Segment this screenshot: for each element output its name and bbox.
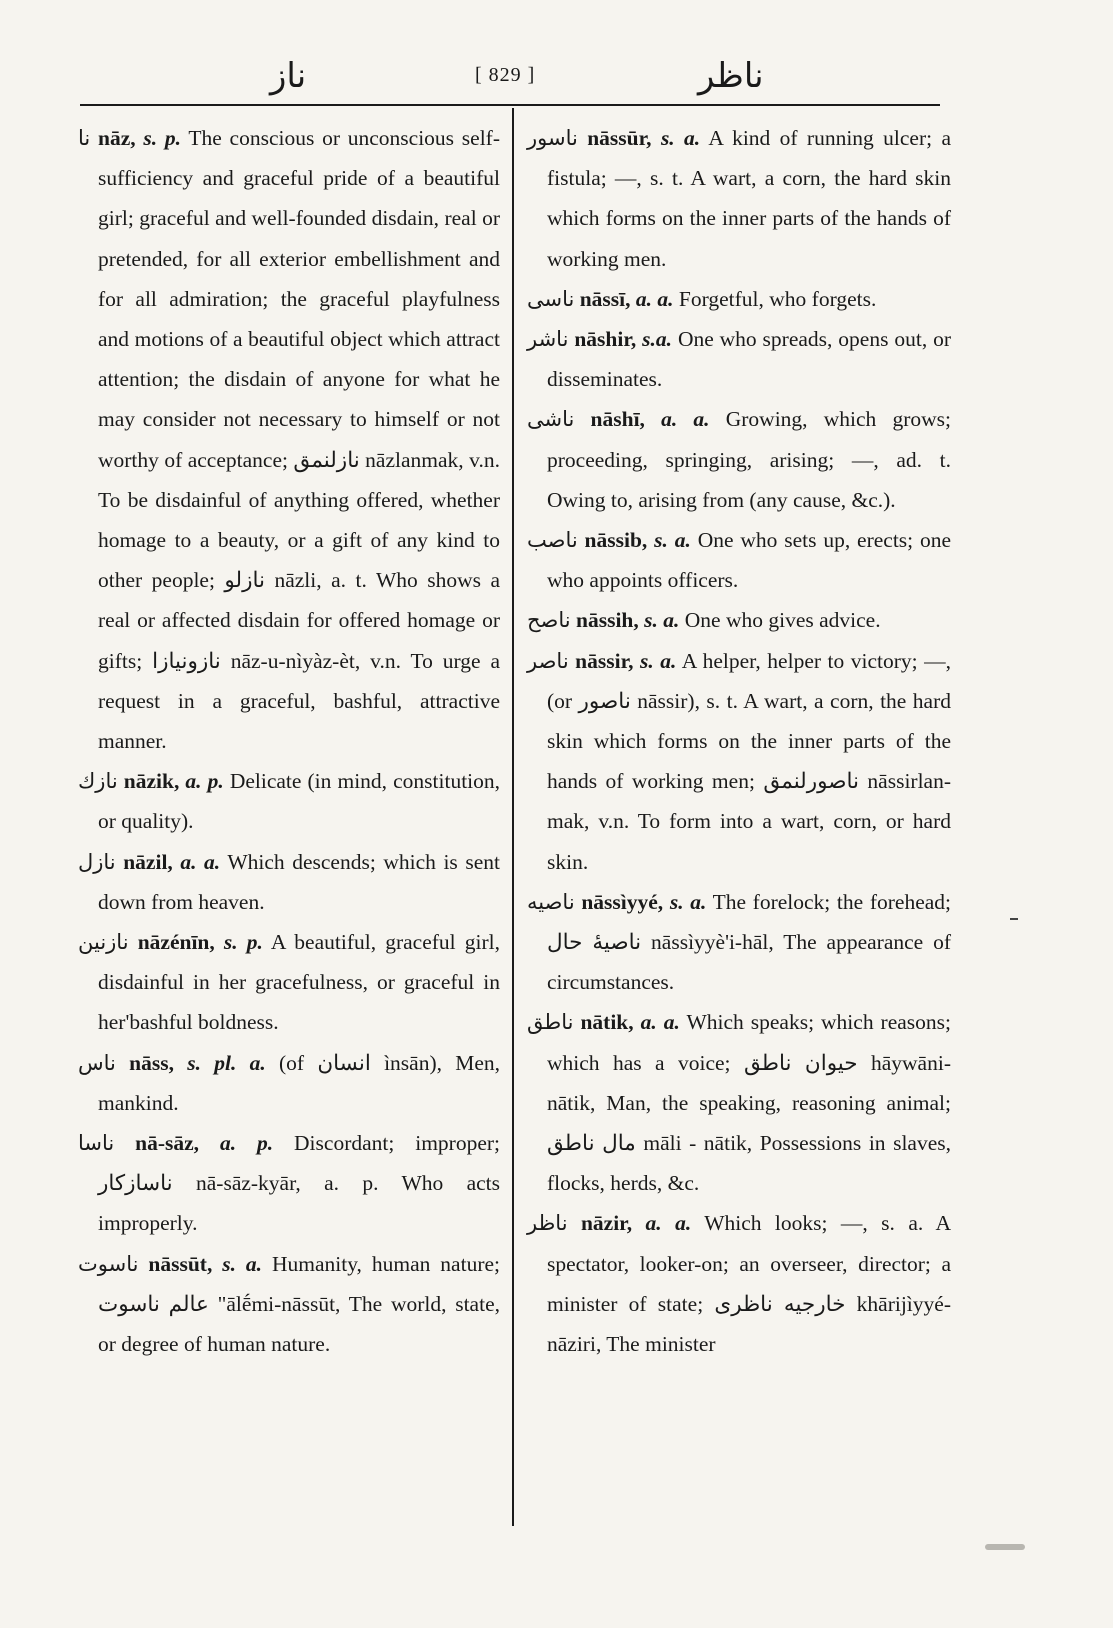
entry-text: One who gives advice.: [684, 608, 881, 633]
entry-grammar: s.a.: [642, 327, 673, 352]
entry-grammar: s. a.: [640, 648, 677, 673]
margin-mark: [1010, 918, 1018, 920]
entry-headword: nāzil,: [123, 849, 173, 874]
entry-headword: nāz,: [98, 126, 136, 150]
entry-arabic: ناطق: [527, 1010, 574, 1035]
header-rule: [80, 104, 940, 106]
entry-headword: nā-sāz,: [135, 1131, 200, 1156]
entry-text: One who sets up, erects; one who appoints officers.: [547, 528, 952, 593]
entry-arabic: ناصر: [527, 648, 569, 673]
entry-arabic: ناسى: [527, 286, 575, 311]
entry-headword: nāss,: [129, 1050, 174, 1075]
entry-text: Growing, which grows; proceeding, springing, arising; —, ad. t. Owing to, arising from (any cause, &c.).: [547, 407, 951, 512]
entry-headword: nāzénīn,: [137, 930, 215, 955]
entry-headword: nāssib,: [584, 528, 648, 553]
entry-text: One who spreads, opens out, or disseminates.: [547, 327, 951, 392]
dictionary-entry: [78, 1043, 500, 1123]
entry-text: The forelock; the forehead; ناصيهٔ حال nāssìyyè'i-hāl, The appearance of circumstances.: [547, 889, 952, 995]
dictionary-entry: [527, 641, 951, 882]
entry-arabic: ناشى: [527, 407, 575, 432]
entry-headword: nāssih,: [576, 608, 639, 633]
entry-text: (of انسان ìnsān), Men, mankind.: [98, 1050, 501, 1115]
entry-grammar: a. a.: [661, 407, 710, 432]
page-number: [ 829 ]: [475, 64, 536, 86]
entry-grammar: a. a.: [180, 849, 221, 874]
entry-text: Humanity, human nature; عالم ناسوت "ālḗmi-nāssūt, The world, state, or degree of human nature.: [98, 1251, 500, 1357]
entry-headword: nāssī,: [579, 286, 631, 311]
dictionary-entry: [527, 882, 951, 1003]
entry-text: Discordant; improper; ناسازكار nā-sāz-kyār, a. p. Who acts improperly.: [98, 1131, 501, 1236]
header-left-word: ناز: [270, 56, 307, 96]
entry-arabic: ناصح: [527, 608, 571, 633]
entry-arabic: ناسور: [527, 126, 578, 150]
entry-arabic: ناصيه: [527, 889, 575, 914]
entry-text: Forgetful, who forgets.: [678, 286, 877, 311]
entry-grammar: a. p.: [185, 769, 224, 794]
entry-grammar: s. a.: [669, 889, 707, 914]
entry-text: The conscious or unconscious self-sufficiency and graceful pride of a beautiful girl; graceful and well-founded disdain, real or pretended, for all exterior embellishment and for all admiration; the graceful playfulness and motions of a beautiful object which attract attention; the disdain of anyone for what he may consider not necessary to himself or not worthy of acceptance; نازلنمق nāzlanmak, v.n. To be disdainful of anything offered, whether homage to a beauty, or a gift of any kind to other people; نازلو nāzli, a. t. Who shows a real or affected disdain for offered homage or gifts; نازونیازا nāz-u-nìyàz-ѐt, v.n. To urge a request in a graceful, bashful, attractive manner.: [98, 126, 501, 754]
entry-headword: nāshir,: [574, 327, 637, 352]
entry-arabic: نازنين: [78, 930, 129, 955]
dictionary-entry: [527, 600, 951, 640]
entry-text: Delicate (in mind, constitution, or quality).: [98, 769, 501, 834]
entry-text: Which looks; —, s. a. A spectator, looker-on; an overseer, director; a minister of state; خارجيه ناظرى khārijìyyé-nāziri, The minister: [547, 1211, 951, 1357]
entry-grammar: s. pl. a.: [187, 1050, 266, 1075]
dictionary-entry: [527, 520, 951, 600]
entry-arabic: ناسوت: [78, 1251, 139, 1276]
entry-text: Which speaks; which reasons; which has a voice; حيوان ناطق hāywāni-nātik, Man, the speaking, reasoning animal; مال ناطق māli - nātik, Possessions in slaves, flocks, herds, &c.: [547, 1010, 952, 1196]
dictionary-entry: [527, 399, 951, 520]
entry-text: A helper, helper to victory; —, (or ناصور nāssir), s. t. A wart, a corn, the hard skin which forms on the inner parts of the hands of working men; ناصورلنمق nāssirlan-mak, v.n. To form into a wart, corn, or hard skin.: [547, 648, 952, 874]
dictionary-entry: [527, 118, 951, 279]
entry-grammar: s. p.: [223, 930, 263, 955]
entry-headword: nāshī,: [590, 407, 645, 432]
entry-grammar: a. p.: [219, 1131, 274, 1156]
entry-grammar: a. a.: [640, 1010, 680, 1035]
entry-arabic: ناصب: [527, 528, 578, 553]
entry-arabic: ناس: [78, 1050, 116, 1075]
page-header: [80, 56, 940, 98]
entry-headword: nāssir,: [575, 648, 634, 673]
entry-arabic: نا: [78, 126, 91, 150]
dictionary-entry: [78, 1244, 500, 1365]
dictionary-entry: [527, 319, 951, 399]
column-divider: [512, 108, 514, 1526]
entry-arabic: ناشر: [527, 327, 569, 352]
entry-grammar: a. a.: [645, 1211, 692, 1236]
dictionary-entry: [78, 1123, 500, 1244]
dictionary-entry: [527, 1002, 951, 1203]
entry-arabic: نازل: [78, 849, 116, 874]
entry-grammar: s. a.: [660, 126, 701, 150]
dictionary-entry: [78, 761, 500, 841]
dictionary-entry: [78, 922, 500, 1043]
header-right-word: ناظر: [698, 56, 764, 96]
entry-text: A beautiful, graceful girl, disdainful in her gracefulness, or graceful in her'bashful boldness.: [98, 930, 500, 1035]
entry-text: Which descends; which is sent down from heaven.: [98, 849, 500, 914]
dictionary-entry: [527, 279, 951, 319]
entry-headword: nāzir,: [580, 1211, 633, 1236]
entry-grammar: s. p.: [143, 126, 181, 150]
entry-headword: nāssìyyé,: [581, 889, 664, 914]
entry-headword: nātik,: [580, 1010, 634, 1035]
left-column: [78, 118, 500, 1364]
dictionary-entry: [78, 842, 500, 922]
dictionary-entry: [78, 118, 500, 761]
entry-headword: nāssūr,: [587, 126, 652, 150]
entry-arabic: ناسا: [78, 1131, 115, 1156]
entry-grammar: a. a.: [635, 286, 674, 311]
entry-arabic: ناظر: [527, 1211, 568, 1236]
entry-arabic: نازك: [78, 769, 118, 794]
scan-smudge: [985, 1544, 1025, 1550]
entry-headword: nāzik,: [123, 769, 180, 794]
entry-text: A kind of running ulcer; a fistula; —, s. t. A wart, a corn, the hard skin which forms on the inner parts of the hands of working men.: [547, 126, 952, 271]
entry-headword: nāssūt,: [148, 1251, 213, 1276]
entry-grammar: s. a.: [654, 528, 691, 553]
entry-grammar: s. a.: [644, 608, 680, 633]
entry-grammar: s. a.: [222, 1251, 263, 1276]
right-column: [527, 118, 951, 1364]
dictionary-entry: [527, 1203, 951, 1364]
